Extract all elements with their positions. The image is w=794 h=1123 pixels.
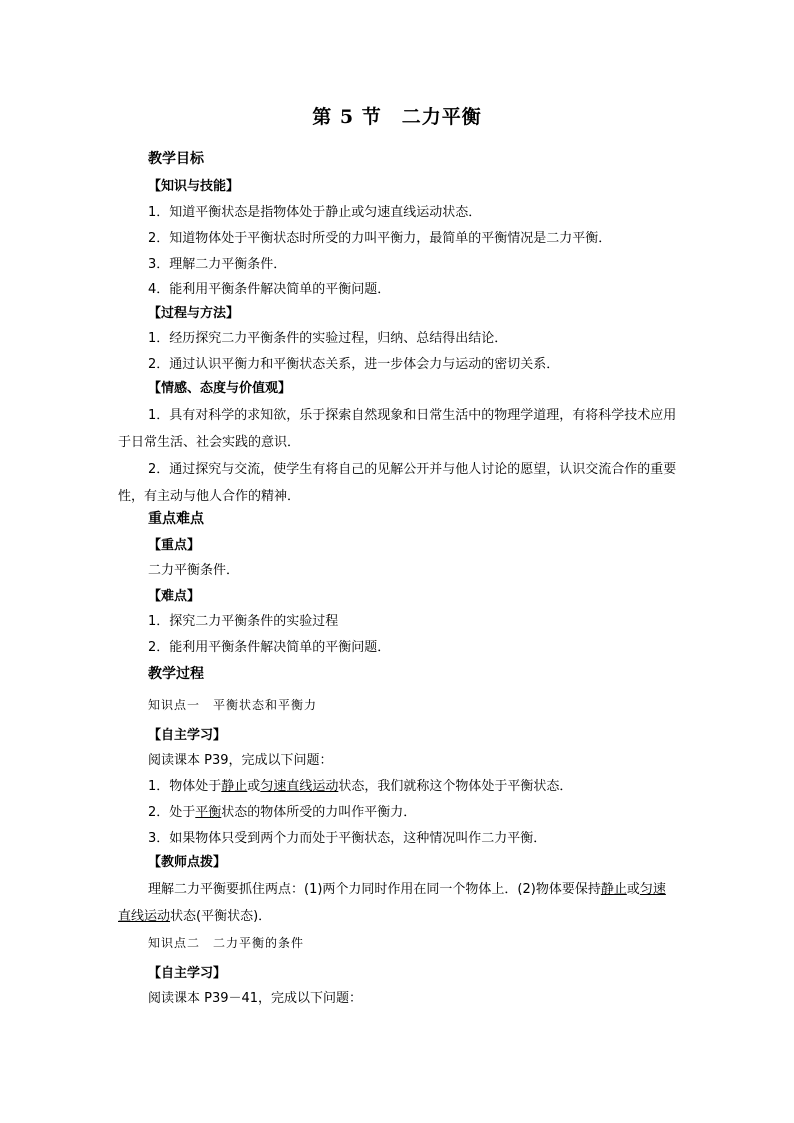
knowledge-item: 1．知道平衡状态是指物体处于静止或匀速直线运动状态． [148,205,482,220]
question-text: 1．物体处于 [148,779,222,794]
answer-blank: 静止 [221,779,248,794]
knowledge-point-1-heading: 知识点一 平衡状态和平衡力 [148,698,318,712]
knowledge-point-2-heading: 知识点二 二力平衡的条件 [148,936,305,950]
question-text: 或 [247,779,261,794]
answer-blank: 匀速直线运动 [260,779,339,794]
focus-text: 二力平衡条件． [148,563,240,578]
question-2 [148,805,678,821]
difficulty-heading: 【难点】 [148,589,201,604]
emotion-item: 1．具有对科学的求知欲，乐于探索自然现象和日常生活中的物理学道理，有将科学技术应用于日常生活、社会实践的意识． [118,408,677,450]
teacher-tip-paragraph [118,876,678,930]
knowledge-item: 3．理解二力平衡条件． [148,257,287,272]
tip-text: 状态(平衡状态)． [170,909,272,924]
difficulty-item: 1．探究二力平衡条件的实验过程 [148,614,339,629]
knowledge-item: 4．能利用平衡条件解决简单的平衡问题． [148,282,391,297]
answer-blank: 平衡 [195,805,222,820]
difficulty-item: 2．能利用平衡条件解决简单的平衡问题． [148,640,391,655]
self-study-heading: 【自主学习】 [148,966,227,981]
question-text: 状态的物体所受的力叫作平衡力． [221,805,417,820]
process-item: 1．经历探究二力平衡条件的实验过程，归纳、总结得出结论． [148,331,508,346]
emotion-item: 2．通过探究与交流，使学生有将自己的见解公开并与他人讨论的愿望，认识交流合作的重要性，有主动与他人合作的精神． [118,462,677,504]
key-heading: 重点难点 [148,511,204,527]
emotion-heading: 【情感、态度与价值观】 [148,381,292,396]
read-instruction: 阅读课本 P39－41，完成以下问题： [148,991,363,1006]
process-heading: 【过程与方法】 [148,306,240,321]
teaching-process-heading: 教学过程 [148,666,204,682]
knowledge-item: 2．知道物体处于平衡状态时所受的力叫平衡力，最简单的平衡情况是二力平衡． [148,231,612,246]
teacher-tip-heading: 【教师点拨】 [148,855,227,870]
answer-blank: 静止 [600,882,627,897]
page-title: 第 5 节 二力平衡 [312,106,482,128]
tip-text: 理解二力平衡要抓住两点：(1)两个力同时作用在同一个物体上．(2)物体要保持 [148,882,601,897]
question-text: 状态，我们就称这个物体处于平衡状态． [338,779,573,794]
question-1 [148,779,678,795]
tip-text: 或 [626,882,640,897]
process-item: 2．通过认识平衡力和平衡状态关系，进一步体会力与运动的密切关系． [148,357,560,372]
question-text: 2．处于 [148,805,196,820]
focus-heading: 【重点】 [148,538,201,553]
question-3: 3．如果物体只受到两个力而处于平衡状态，这种情况叫作二力平衡． [148,831,547,846]
goals-heading: 教学目标 [148,151,204,167]
knowledge-heading: 【知识与技能】 [148,179,240,194]
self-study-heading: 【自主学习】 [148,728,227,743]
read-instruction: 阅读课本 P39，完成以下问题： [148,753,333,768]
answer-blank: 匀速直线运动 [118,882,666,924]
